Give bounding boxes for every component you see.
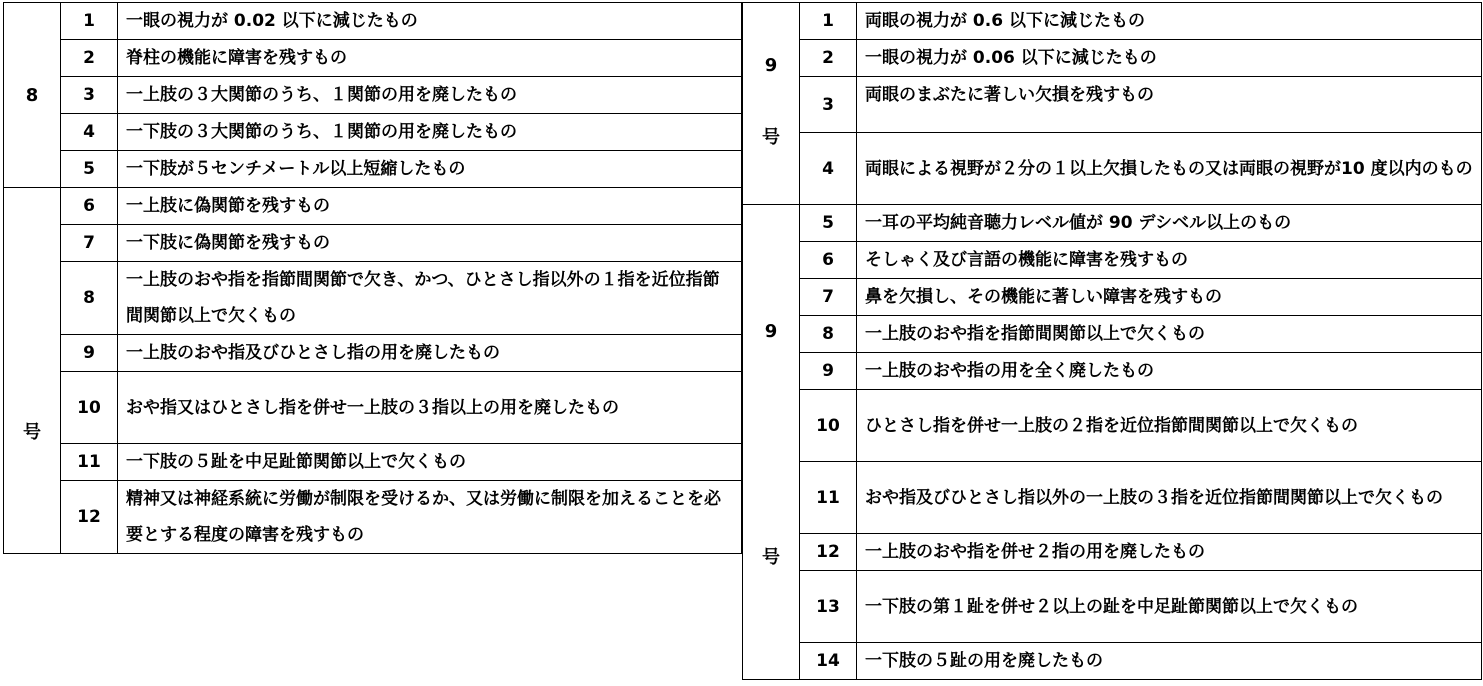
row-number: 1 <box>61 3 118 40</box>
table-row <box>743 133 1482 205</box>
grade-suffix: 号 <box>23 422 41 443</box>
table-row <box>743 571 1482 643</box>
table-row <box>743 242 1482 279</box>
row-description: 一眼の視力が 0.02 以下に減じたもの <box>118 3 742 40</box>
row-number: 4 <box>800 133 857 205</box>
row-number: 1 <box>800 3 857 40</box>
row-number: 9 <box>61 335 118 372</box>
grade-8-suffix-cell <box>4 188 61 554</box>
table-row <box>743 316 1482 353</box>
row-description: おや指及びひとさし指以外の一上肢の３指を近位指節間関節以上で欠くもの <box>857 462 1482 534</box>
row-number: 11 <box>800 462 857 534</box>
row-number: 8 <box>800 316 857 353</box>
grade-9-table <box>742 2 1482 680</box>
row-description: 一上肢に偽関節を残すもの <box>118 188 742 225</box>
row-number: 2 <box>800 40 857 77</box>
row-number: 4 <box>61 114 118 151</box>
row-description: 鼻を欠損し、その機能に著しい障害を残すもの <box>857 279 1482 316</box>
grade-number: 9 <box>764 321 778 342</box>
row-number: 6 <box>61 188 118 225</box>
table-row <box>743 40 1482 77</box>
table-row <box>743 643 1482 680</box>
table-row <box>4 372 742 444</box>
grade-suffix: 号 <box>762 547 780 568</box>
row-number: 2 <box>61 40 118 77</box>
row-description: 一眼の視力が 0.06 以下に減じたもの <box>857 40 1482 77</box>
row-number: 14 <box>800 643 857 680</box>
grade-9-bottom-cell <box>743 205 800 680</box>
table-row <box>4 151 742 188</box>
row-description: 一下肢の第１趾を併せ２以上の趾を中足趾節関節以上で欠くもの <box>857 571 1482 643</box>
row-number: 10 <box>61 372 118 444</box>
table-row <box>743 534 1482 571</box>
row-description: 一上肢のおや指を併せ２指の用を廃したもの <box>857 534 1482 571</box>
grade-9-top-cell <box>743 3 800 205</box>
row-number: 5 <box>800 205 857 242</box>
grade-8-table <box>3 2 742 554</box>
row-description: 一下肢に偽関節を残すもの <box>118 225 742 262</box>
row-number: 5 <box>61 151 118 188</box>
row-number: 10 <box>800 390 857 462</box>
row-description: 一下肢の５趾を中足趾節関節以上で欠くもの <box>118 444 742 481</box>
grade-8-label-cell <box>4 3 61 188</box>
grade-suffix: 号 <box>762 127 780 148</box>
row-description: 一上肢のおや指及びひとさし指の用を廃したもの <box>118 335 742 372</box>
table-row <box>4 3 742 40</box>
row-description: 一上肢のおや指を指節間関節で欠き、かつ、ひとさし指以外の１指を近位指節間関節以上で欠くもの <box>118 262 742 335</box>
row-number: 8 <box>61 262 118 335</box>
table-row <box>4 40 742 77</box>
table-row <box>4 114 742 151</box>
row-description: 両眼による視野が２分の１以上欠損したもの又は両眼の視野が10 度以内のもの <box>857 133 1482 205</box>
row-number: 11 <box>61 444 118 481</box>
table-row <box>743 390 1482 462</box>
table-row <box>4 77 742 114</box>
row-number: 12 <box>800 534 857 571</box>
table-row <box>743 77 1482 133</box>
table-row <box>743 3 1482 40</box>
row-number: 12 <box>61 481 118 554</box>
row-description: 一下肢の３大関節のうち、１関節の用を廃したもの <box>118 114 742 151</box>
row-number: 7 <box>61 225 118 262</box>
row-description: 一上肢の３大関節のうち、１関節の用を廃したもの <box>118 77 742 114</box>
table-row <box>4 444 742 481</box>
row-description: 両眼のまぶたに著しい欠損を残すもの <box>857 77 1482 133</box>
row-description: 一下肢が５センチメートル以上短縮したもの <box>118 151 742 188</box>
row-number: 13 <box>800 571 857 643</box>
row-description: 一耳の平均純音聴力レベル値が 90 デシベル以上のもの <box>857 205 1482 242</box>
row-description: 一上肢のおや指を指節間関節以上で欠くもの <box>857 316 1482 353</box>
row-number: 9 <box>800 353 857 390</box>
row-description: 精神又は神経系統に労働が制限を受けるか、又は労働に制限を加えることを必要とする程度の障害を残すもの <box>118 481 742 554</box>
row-description: 一上肢のおや指の用を全く廃したもの <box>857 353 1482 390</box>
row-description: 一下肢の５趾の用を廃したもの <box>857 643 1482 680</box>
grade-number: 8 <box>25 84 39 106</box>
table-row <box>743 205 1482 242</box>
row-description: おや指又はひとさし指を併せ一上肢の３指以上の用を廃したもの <box>118 372 742 444</box>
table-row <box>743 279 1482 316</box>
row-description: 脊柱の機能に障害を残すもの <box>118 40 742 77</box>
row-description: そしゃく及び言語の機能に障害を残すもの <box>857 242 1482 279</box>
row-number: 7 <box>800 279 857 316</box>
row-description: 両眼の視力が 0.6 以下に減じたもの <box>857 3 1482 40</box>
row-number: 6 <box>800 242 857 279</box>
table-row <box>4 335 742 372</box>
table-row <box>4 225 742 262</box>
grade-number: 9 <box>764 55 778 76</box>
row-description: ひとさし指を併せ一上肢の２指を近位指節間関節以上で欠くもの <box>857 390 1482 462</box>
table-row <box>743 462 1482 534</box>
table-row <box>743 353 1482 390</box>
row-number: 3 <box>61 77 118 114</box>
table-row <box>4 481 742 554</box>
row-number: 3 <box>800 77 857 133</box>
table-row <box>4 262 742 335</box>
table-row <box>4 188 742 225</box>
